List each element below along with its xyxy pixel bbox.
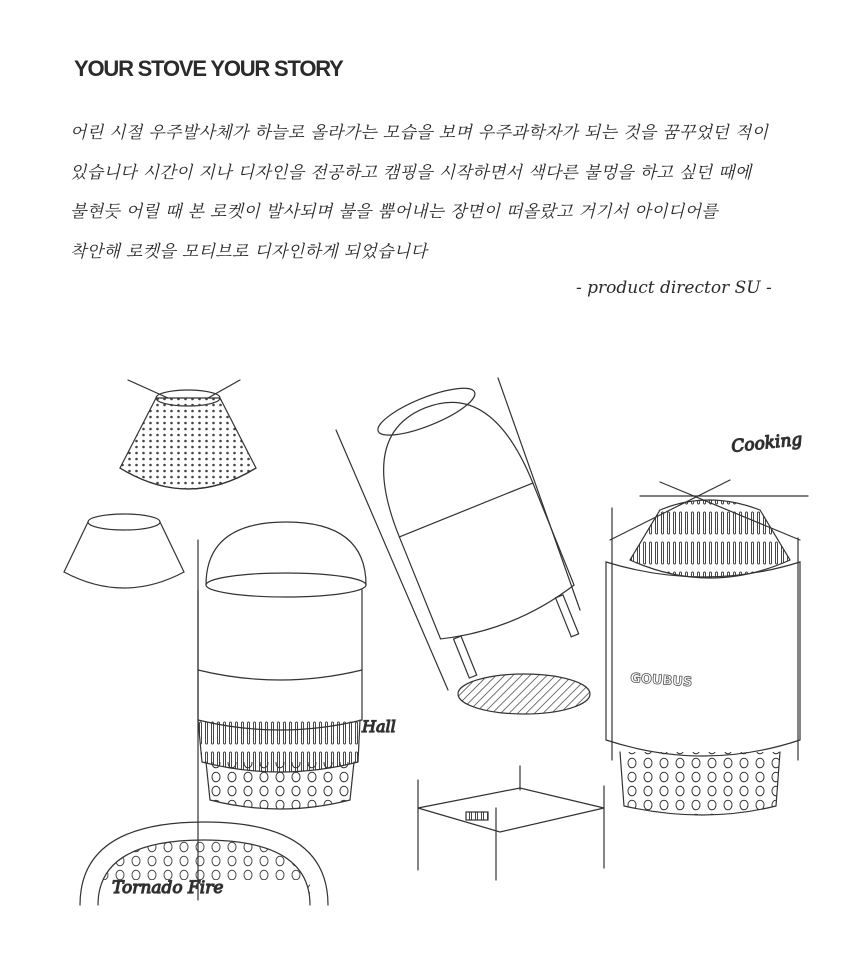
story-line: 착안해 로켓을 모티브로 디자인하게 되었습니다 [70,241,428,262]
story-line: 있습니다 시간이 지나 디자인을 전공하고 캠핑을 시작하면서 색다른 불멍을 하고 싶던 때에 [70,162,752,183]
brand-logo: GOUBUS [629,671,693,691]
page-title: YOUR STOVE YOUR STORY [74,56,343,81]
perforated-cone-icon [120,380,256,489]
tornado-label: Tornado Fire [112,878,224,898]
story-line: 불현듯 어릴 때 본 로켓이 발사되며 불을 뿜어내는 장면이 떠올랐고 거기서 아이디어를 [70,202,719,222]
stove-full-icon [606,480,808,815]
hall-label: Hall [362,717,396,736]
cooking-label: Cooking [730,429,804,457]
tilted-rocket-icon [336,372,592,714]
plain-cone-icon [64,514,184,588]
signature: - product director SU - [576,278,772,298]
story-line: 어린 시절 우주발사체가 하늘로 올라가는 모습을 보며 우주과학자가 되는 것을 꿈꾸었던 적이 [70,123,769,143]
stand-frame-icon [418,766,604,880]
